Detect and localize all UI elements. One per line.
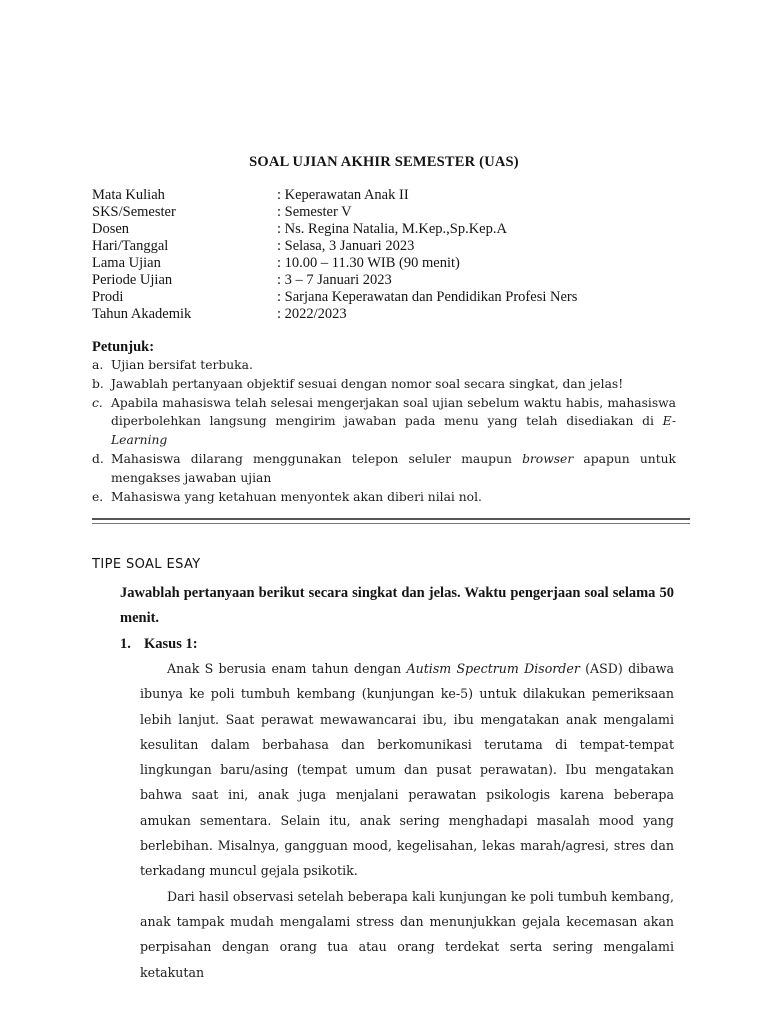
instructions-list xyxy=(92,356,676,506)
document-title: SOAL UJIAN AKHIR SEMESTER (UAS) xyxy=(249,154,519,170)
info-label: Mata Kuliah xyxy=(92,187,165,203)
instruction-item xyxy=(92,375,676,394)
instruction-text: Mahasiswa yang ketahuan menyontek akan diberi nilai nol. xyxy=(111,489,482,504)
instruction-text xyxy=(111,450,676,488)
instruction-text-part: apapun untuk mengakses jawaban ujian xyxy=(111,451,677,485)
info-row-date xyxy=(92,238,692,255)
exam-info xyxy=(92,187,692,323)
info-label: SKS/Semester xyxy=(92,204,176,220)
instruction-item xyxy=(92,488,676,507)
instruction-text: Jawablah pertanyaan objektif sesuai dengan nomor soal secara singkat, dan jelas! xyxy=(111,376,624,391)
case-label: Kasus 1: xyxy=(144,636,198,652)
instruction-text xyxy=(111,394,676,450)
info-value: : Sarjana Keperawatan dan Pendidikan Profesi Ners xyxy=(277,289,578,305)
info-label: Hari/Tanggal xyxy=(92,238,169,254)
paragraph-text: Anak S berusia enam tahun dengan xyxy=(167,661,407,676)
info-row-course xyxy=(92,187,692,204)
info-value: : Selasa, 3 Januari 2023 xyxy=(277,238,415,254)
info-row-period xyxy=(92,272,692,289)
case-paragraph: Dari hasil observasi setelah beberapa kali kunjungan ke poli tumbuh kembang, anak tampak mudah mengalami stress dan menunjukkan gejala kecemasan akan perpisahan dengan orang tua atau orang terdekat serta sering mengalami ketakutan xyxy=(140,888,674,980)
instruction-item xyxy=(92,450,676,488)
emphasized-term: browser xyxy=(522,451,574,466)
instruction-marker: d. xyxy=(92,451,104,466)
instruction-item xyxy=(92,394,676,450)
case-heading xyxy=(120,632,674,657)
info-value: : 10.00 – 11.30 WIB (90 menit) xyxy=(277,255,460,271)
info-row-semester xyxy=(92,204,692,221)
instruction-text-part: Apabila mahasiswa telah selesai mengerjakan soal ujian sebelum waktu habis, mahasiswa diperbolehkan langsung mengirim jawaban pada menu yang telah disediakan di xyxy=(111,395,676,429)
instruction-marker: b. xyxy=(92,376,104,391)
case-description xyxy=(140,656,674,985)
divider-line xyxy=(92,518,690,520)
emphasized-term: Autism Spectrum Disorder xyxy=(406,661,580,676)
section-heading: TIPE SOAL ESAY xyxy=(92,557,201,572)
instruction-text-part: Mahasiswa dilarang menggunakan telepon seluler maupun xyxy=(111,451,523,466)
instruction-marker: e. xyxy=(92,489,104,504)
case-number: 1. xyxy=(120,636,131,652)
info-row-lecturer xyxy=(92,221,692,238)
info-value: : 3 – 7 Januari 2023 xyxy=(277,272,392,288)
emphasized-term: E-Learning xyxy=(111,414,676,448)
paragraph-text: (ASD) dibawa ibunya ke poli tumbuh kembang (kunjungan ke-5) untuk dilakukan pemeriksaan lebih lanjut. Saat perawat mewawancarai ibu, ibu mengatakan anak mengalami kesulitan dalam berbahasa dan berkomunikasi terutama di tempat-tempat lingkungan baru/asing (tempat umum dan pusat perawatan). Ibu mengatakan bahwa saat ini, anak juga menjalani perawatan psikologis karena beberapa amukan sementara. Selain itu, anak sering menghadapi masalah mood yang berlebihan. Misalnya, gangguan mood, kegelisahan, lekas marah/agresi, stres dan terkadang muncul gejala psikotik. xyxy=(140,661,675,879)
instruction-marker: a. xyxy=(92,358,104,372)
info-label: Tahun Akademik xyxy=(92,306,192,322)
info-row-program xyxy=(92,289,692,306)
info-value: : 2022/2023 xyxy=(277,306,347,322)
info-label: Dosen xyxy=(92,221,130,237)
divider-line xyxy=(92,523,690,524)
instruction-item xyxy=(92,356,676,375)
essay-instruction: Jawablah pertanyaan berikut secara singkat dan jelas. Waktu pengerjaan soal selama 50 menit. xyxy=(120,585,674,626)
info-row-duration xyxy=(92,255,692,272)
instructions-heading: Petunjuk: xyxy=(92,339,155,355)
instruction-marker: c. xyxy=(92,395,103,410)
info-value: : Semester V xyxy=(277,204,352,220)
info-label: Lama Ujian xyxy=(92,255,161,271)
info-row-academic-year xyxy=(92,306,692,323)
case-paragraph xyxy=(140,656,674,884)
info-value: : Ns. Regina Natalia, M.Kep.,Sp.Kep.A xyxy=(277,221,507,237)
info-label: Prodi xyxy=(92,289,124,305)
instruction-text: Ujian bersifat terbuka. xyxy=(111,358,253,372)
info-label: Periode Ujian xyxy=(92,272,173,288)
info-value: : Keperawatan Anak II xyxy=(277,187,409,203)
